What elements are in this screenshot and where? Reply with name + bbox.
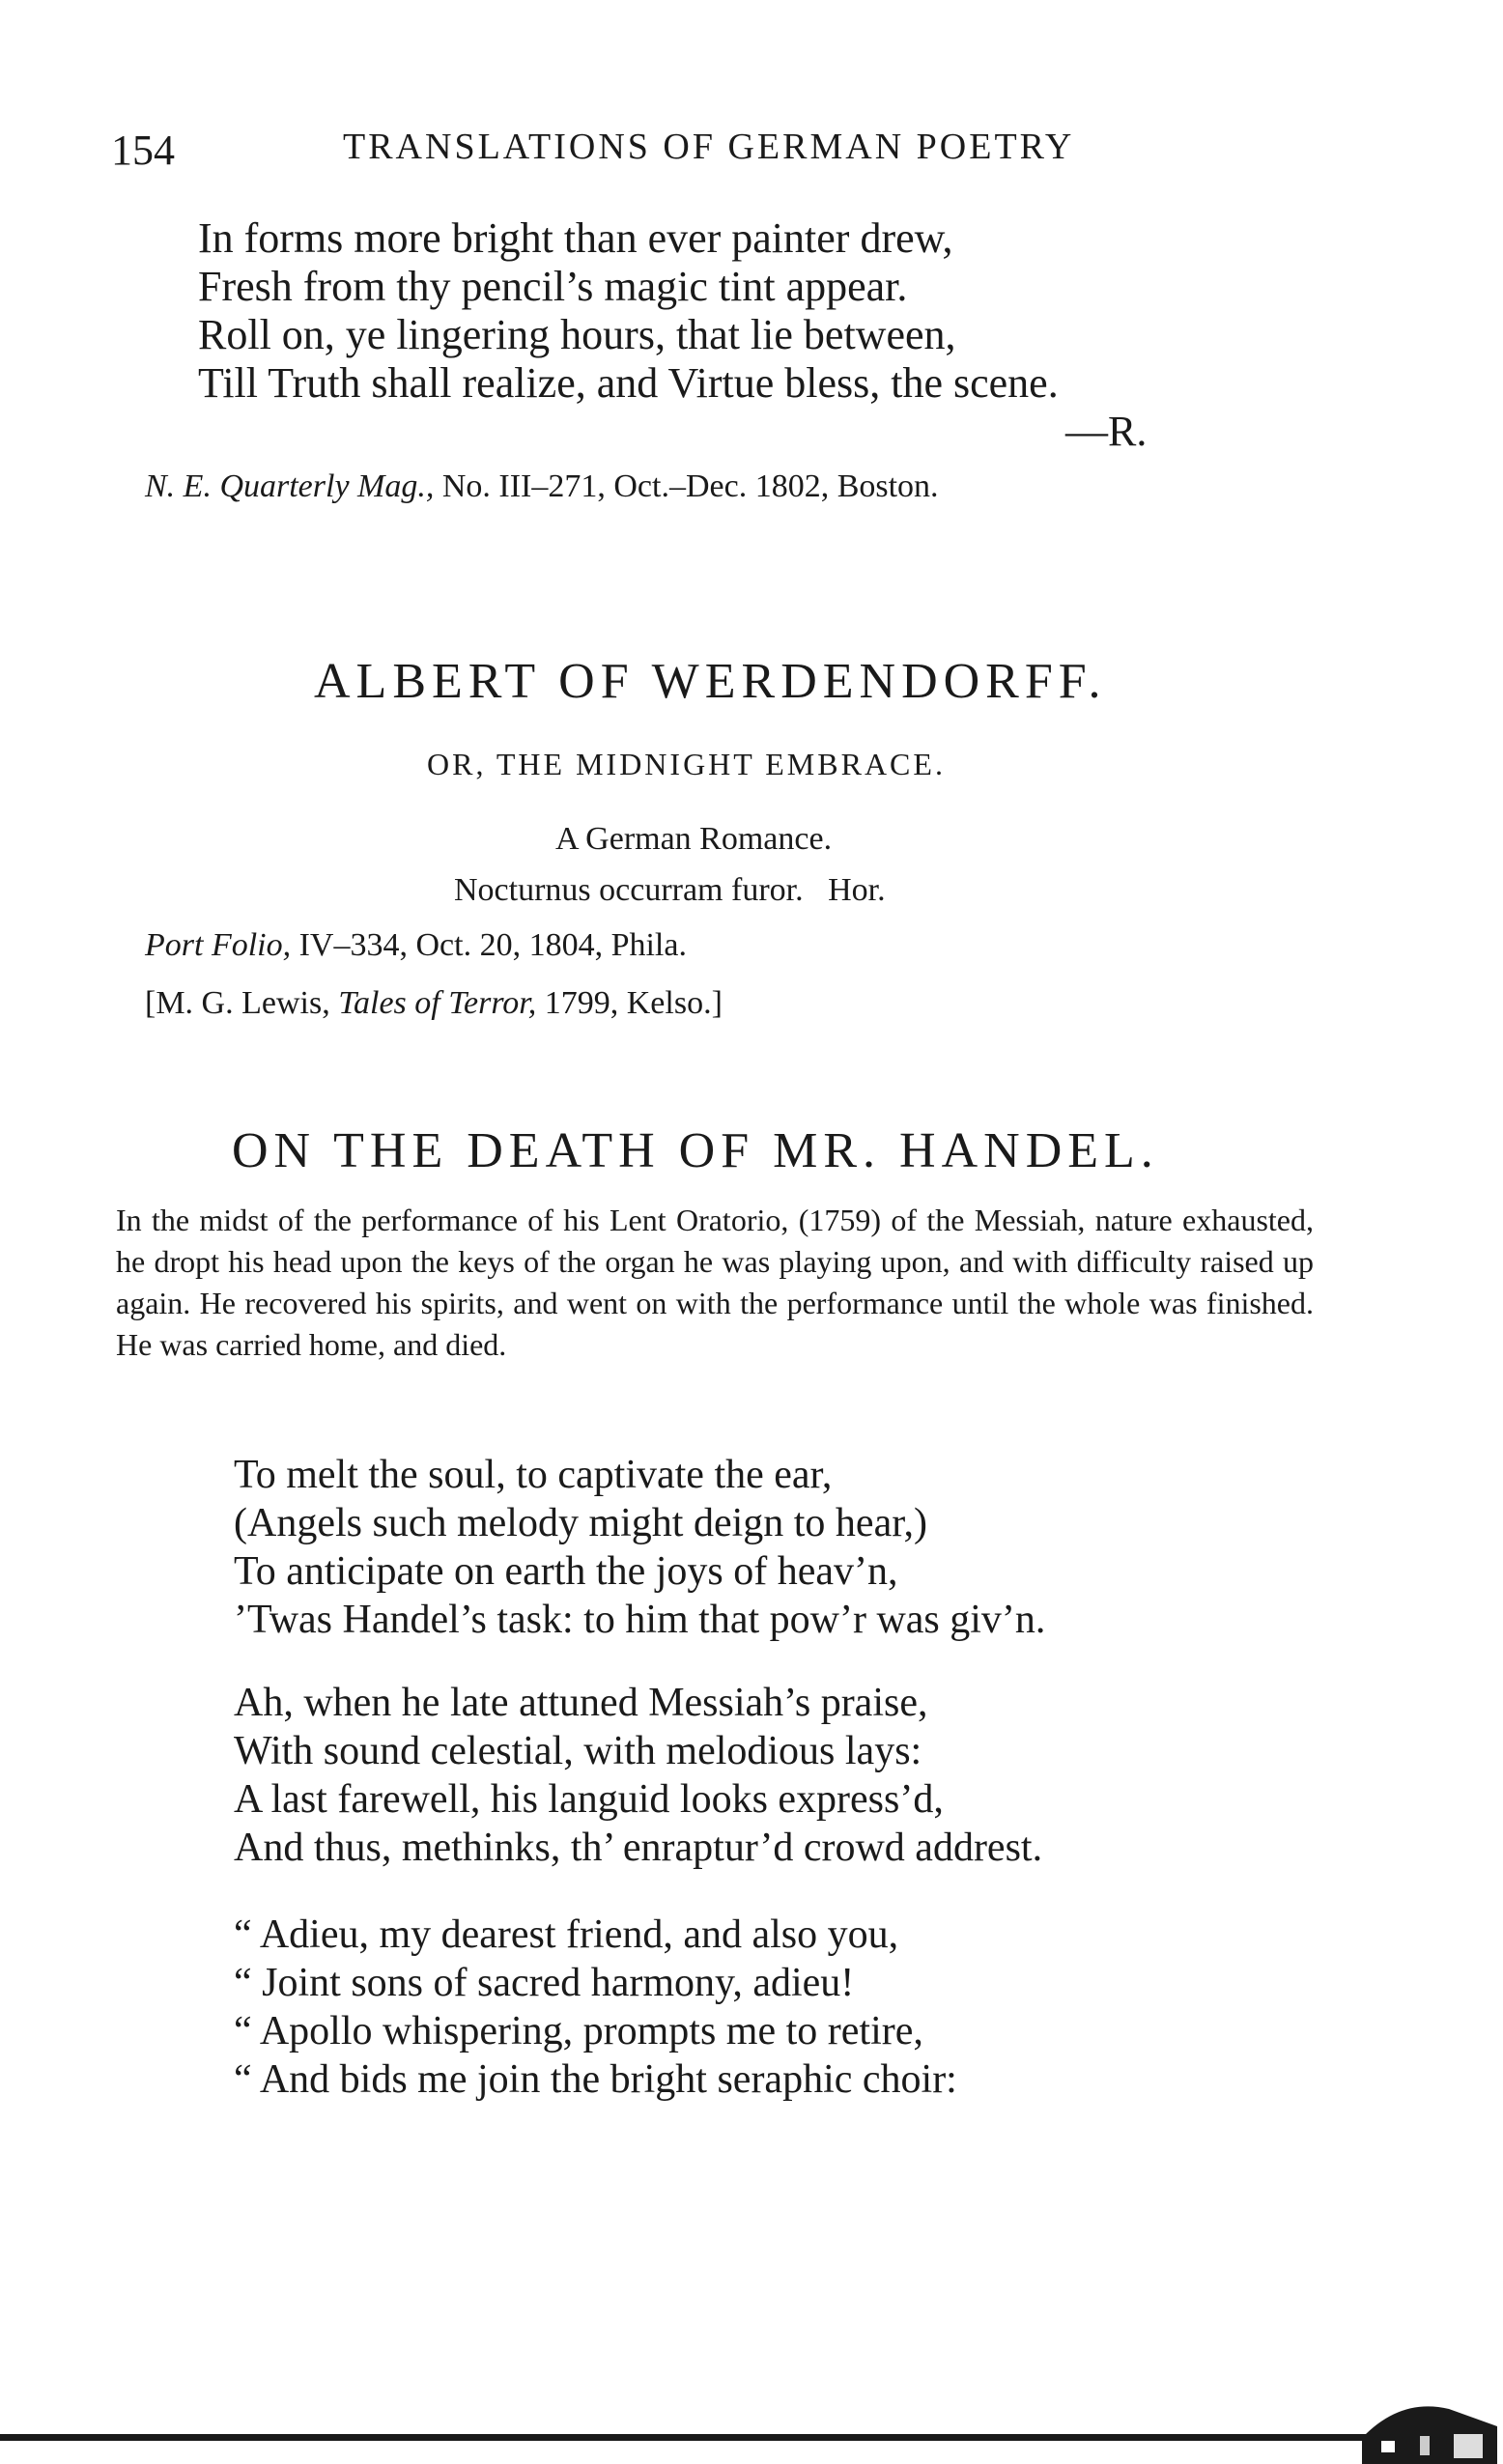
poem-line: In forms more bright than ever painter drew,: [198, 214, 953, 262]
stanza: [234, 1679, 1042, 1872]
poem-line: “ Joint sons of sacred harmony, adieu!: [234, 1961, 855, 2005]
source-journal: N. E. Quarterly Mag.,: [145, 468, 435, 504]
reference-work: Tales of Terror,: [338, 985, 537, 1021]
source-citation: [145, 927, 687, 964]
poem-line: ’Twas Handel’s task: to him that pow’r was giv’n.: [234, 1598, 1046, 1642]
poem-line: To melt the soul, to captivate the ear,: [234, 1453, 833, 1497]
reference-author: [M. G. Lewis,: [145, 985, 339, 1021]
source-journal: Port Folio,: [145, 927, 292, 963]
bottom-rule: [0, 2434, 1372, 2441]
poem-line: With sound celestial, with melodious lays:: [234, 1729, 922, 1773]
reference-details: 1799, Kelso.]: [536, 985, 723, 1021]
poem-signature: —R.: [1065, 408, 1148, 455]
running-title: TRANSLATIONS OF GERMAN POETRY: [343, 127, 1075, 167]
poem-line: (Angels such melody might deign to hear,): [234, 1501, 927, 1545]
page-edge-mark: [1362, 2388, 1497, 2464]
poem-line: Till Truth shall realize, and Virtue bless, the scene.: [198, 359, 1059, 407]
poem-line: And thus, methinks, th’ enraptur’d crowd addrest.: [234, 1826, 1043, 1870]
genre-line: A German Romance.: [555, 821, 833, 857]
source-details: No. III–271, Oct.–Dec. 1802, Boston.: [434, 468, 939, 504]
section-subtitle: OR, THE MIDNIGHT EMBRACE.: [427, 747, 946, 781]
intro-paragraph: In the midst of the performance of his Lent Oratorio, (1759) of the Messiah, nature exhausted, he dropt his head upon the keys of the organ he was playing upon, and with difficulty raised up again. He recovered his spirits, and went on with the performance until the whole was finished. He was carried home, and died.: [116, 1203, 1314, 1362]
reference-note: [145, 985, 723, 1022]
stanza: [234, 1451, 1045, 1644]
poem-line: Ah, when he late attuned Messiah’s praise,: [234, 1681, 928, 1725]
poem-line: “ Adieu, my dearest friend, and also you,: [234, 1912, 899, 1957]
stanza: [234, 1911, 957, 2104]
poem-line: Fresh from thy pencil’s magic tint appear.: [198, 263, 908, 310]
poem-line: “ Apollo whispering, prompts me to retire,: [234, 2009, 923, 2053]
section-title: ALBERT OF WERDENDORFF.: [314, 654, 1107, 709]
page-number: 154: [111, 127, 175, 174]
poem-line: Roll on, ye lingering hours, that lie between,: [198, 311, 956, 358]
poem-line: “ And bids me join the bright seraphic choir:: [234, 2057, 957, 2102]
epigraph: Nocturnus occurram furor. Hor.: [454, 872, 886, 908]
source-details: IV–334, Oct. 20, 1804, Phila.: [291, 927, 687, 963]
source-citation: [145, 468, 939, 505]
section-title: ON THE DEATH OF MR. HANDEL.: [232, 1123, 1159, 1178]
poem-line: A last farewell, his languid looks express’d,: [234, 1777, 944, 1822]
poem-line: To anticipate on earth the joys of heav’n,: [234, 1549, 898, 1594]
